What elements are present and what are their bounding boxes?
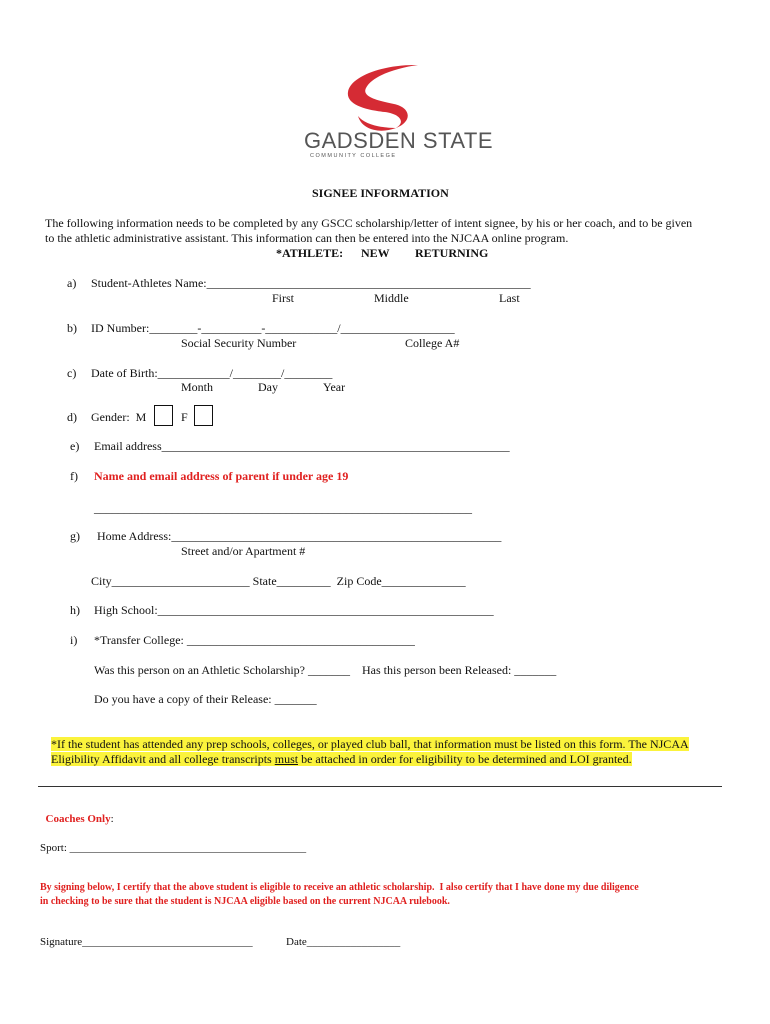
date-field[interactable]: Date_________________ [286, 936, 401, 948]
intro-line-2: to the athletic administrative assistant. This information can then be entered into the NJCAA online program. [45, 231, 569, 245]
parent-info-field[interactable]: _______________________________________________________________ [94, 501, 472, 515]
athlete-status-new[interactable]: NEW [361, 246, 390, 260]
field-g-marker: g) [70, 529, 80, 543]
scholarship-release-questions[interactable]: Was this person on an Athletic Scholarship? _______ Has this person been Released: _______ [94, 663, 557, 677]
field-i-marker: i) [70, 633, 78, 647]
home-address-field[interactable]: Home Address:_______________________________________________________ [97, 529, 502, 543]
signature-field[interactable]: Signature_______________________________ [40, 936, 253, 948]
date-of-birth-field[interactable]: Date of Birth:____________/________/________ [91, 366, 333, 380]
intro-line-1: The following information needs to be completed by any GSCC scholarship/letter of intent signee, by his or her coach, and to be given [45, 216, 693, 230]
notice-line-1-text: *If the student has attended any prep schools, colleges, or played club ball, that information must be listed on this form. The NJCAA [51, 737, 689, 751]
logo-subtitle: C O M M U N I T Y C O L L E G E [310, 153, 396, 159]
notice-line-2-post: be attached in order for eligibility to be determined and LOI granted. [298, 752, 632, 766]
street-caption: Street and/or Apartment # [181, 544, 306, 558]
coaches-only-colon: : [110, 813, 114, 825]
notice-must: must [274, 752, 299, 766]
field-d-marker: d) [67, 410, 77, 424]
page-title: SIGNEE INFORMATION [312, 186, 449, 200]
city-state-zip-field[interactable]: City_______________________ State_________ Zip Code______________ [91, 574, 466, 588]
release-copy-question[interactable]: Do you have a copy of their Release: _______ [94, 692, 317, 706]
id-number-field[interactable]: ID Number:________-__________-____________/___________________ [91, 321, 455, 335]
year-caption: Year [323, 380, 346, 394]
coaches-only-heading [40, 801, 114, 825]
field-b-marker: b) [67, 321, 77, 335]
gender-female-checkbox[interactable] [194, 405, 213, 426]
certification-line-2: in checking to be sure that the student is NJCAA eligible based on the current NJCAA rulebook. [40, 896, 450, 907]
student-name-field[interactable]: Student-Athletes Name:______________________________________________________ [91, 276, 531, 290]
coaches-only-label: Coaches Only [45, 813, 111, 825]
parent-info-label: Name and email address of parent if under age 19 [94, 469, 349, 483]
section-divider [38, 786, 722, 787]
transfer-college-field[interactable]: *Transfer College: ______________________________________ [94, 633, 415, 647]
certification-line-1: By signing below, I certify that the above student is eligible to receive an athletic scholarship. I also certify that I have done my due diligence [40, 882, 639, 893]
middle-name-caption: Middle [374, 291, 409, 305]
athlete-status-label: *ATHLETE: [276, 246, 344, 260]
last-name-caption: Last [499, 291, 520, 305]
gender-male-checkbox[interactable] [154, 405, 173, 426]
field-h-marker: h) [70, 603, 80, 617]
college-number-caption: College A# [405, 336, 460, 350]
logo-name: GADSDEN STATE [304, 128, 494, 153]
field-f-marker: f) [70, 469, 78, 483]
notice-line-2-pre: Eligibility Affidavit and all college transcripts [51, 752, 275, 766]
high-school-field[interactable]: High School:________________________________________________________ [94, 603, 494, 617]
gadsden-state-logo [300, 62, 494, 162]
gender-female-label: F [181, 410, 188, 424]
field-c-marker: c) [67, 366, 77, 380]
gender-label: Gender: M [91, 410, 147, 424]
email-field[interactable]: Email address__________________________________________________________ [94, 439, 510, 453]
notice-line-2 [45, 737, 632, 767]
ssn-caption: Social Security Number [181, 336, 297, 350]
month-caption: Month [181, 380, 214, 394]
field-e-marker: e) [70, 439, 80, 453]
field-a-marker: a) [67, 276, 77, 290]
first-name-caption: First [272, 291, 295, 305]
day-caption: Day [258, 380, 278, 394]
athlete-status-returning[interactable]: RETURNING [415, 246, 489, 260]
sport-field[interactable]: Sport: ___________________________________________ [40, 842, 307, 854]
